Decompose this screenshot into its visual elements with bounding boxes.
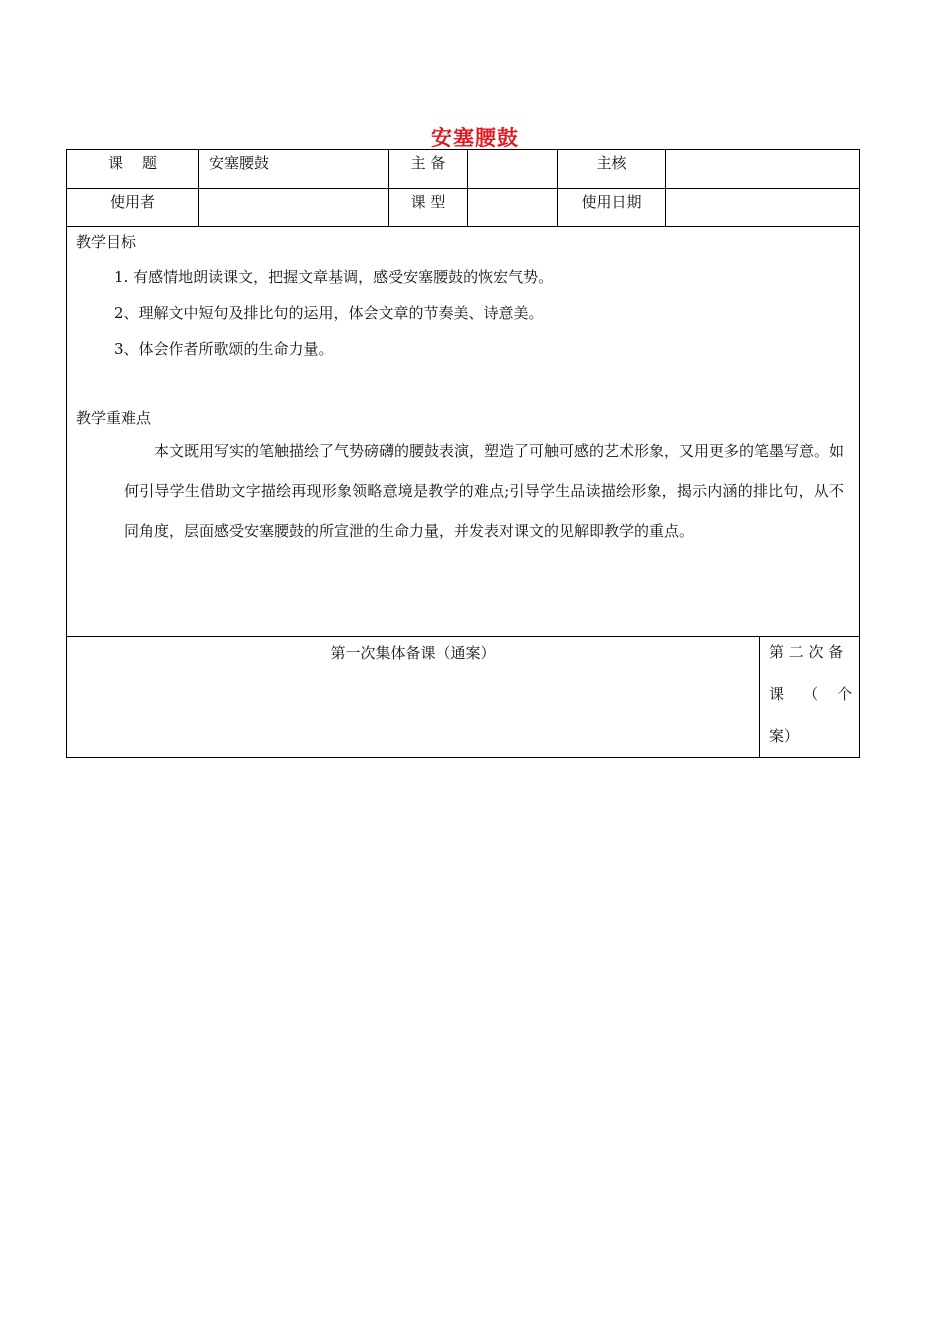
label-topic: 课 题 [107,154,158,172]
difficulties-paragraph: 本文既用写实的笔触描绘了气势磅礴的腰鼓表演，塑造了可触可感的艺术形象，又用更多的笔墨写意。如何引导学生借助文字描绘再现形象领略意境是教学的难点;引导学生品读描绘形象，揭示内涵的排比句，从不同角度，层面感受安塞腰鼓的所宣泄的生命力量，并发表对课文的见解即教学的重点。 [124,442,845,540]
label-lesson-type: 课 型 [388,189,467,227]
value-lead-preparer [467,150,557,188]
goal-item: 3、体会作者所歌颂的生命力量。 [114,340,334,358]
label-user: 使用者 [109,193,155,211]
document-title: 安塞腰鼓 [431,126,519,150]
goal-item: 2、理解文中短句及排比句的运用，体会文章的节奏美、诗意美。 [114,304,544,322]
difficulties-heading: 教学重难点 [76,409,152,427]
goal-item: 1. 有感情地朗读课文，把握文章基调，感受安塞腰鼓的恢宏气势。 [114,268,554,286]
value-use-date [665,189,859,227]
label-lead-preparer: 主 备 [388,150,467,188]
value-lesson-type [467,189,557,227]
value-user [198,189,388,227]
second-prep-line: 案） [769,727,800,745]
goals-section [66,226,860,637]
label-reviewer: 主核 [557,150,665,188]
meta-table [66,149,860,227]
lesson-plan-section [66,636,860,758]
label-use-date: 使用日期 [557,189,665,227]
second-prep [759,636,859,757]
meta-row-2 [67,188,859,227]
goals-heading: 教学目标 [76,233,137,251]
value-topic: 安塞腰鼓 [198,150,388,188]
second-prep-line: 课 （ 个 [769,685,853,703]
first-collective-prep: 第一次集体备课（通案） [330,644,496,662]
value-reviewer [665,150,859,188]
meta-row-1 [67,150,859,188]
second-prep-line: 第 二 次 备 [769,643,844,661]
